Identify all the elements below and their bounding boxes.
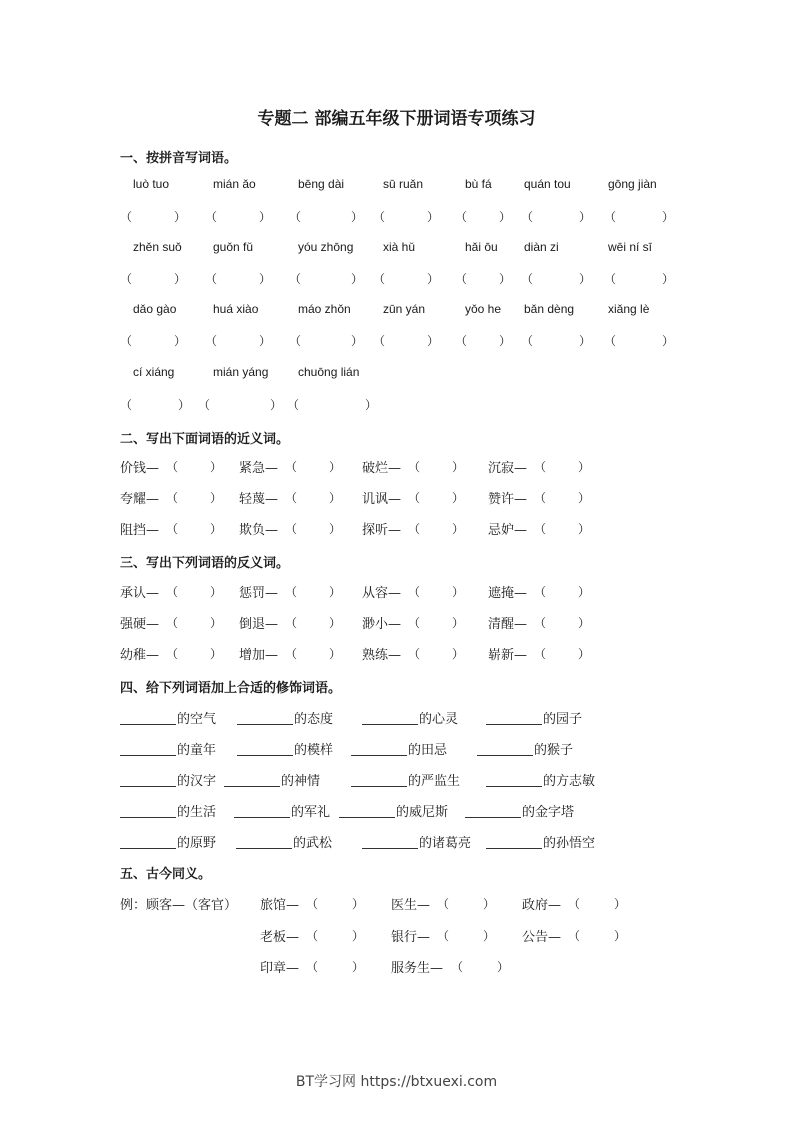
close-paren: ）	[662, 272, 675, 286]
answer-blank[interactable]	[408, 489, 464, 505]
open-paren: （	[166, 647, 179, 661]
prompt-word: 夸耀—	[120, 492, 160, 507]
target-word: 的方志敏	[543, 774, 596, 789]
open-paren: （	[455, 272, 468, 286]
target-word: 的军礼	[291, 805, 331, 820]
target-word: 的神情	[281, 774, 321, 789]
pinyin-word: zhěn suǒ	[133, 240, 182, 254]
modifier-item	[465, 801, 574, 820]
answer-blank[interactable]	[306, 927, 364, 943]
prompt-word: 忌妒—	[488, 523, 528, 538]
close-paren: ）	[427, 334, 440, 348]
modifier-item	[362, 832, 471, 851]
answer-blank[interactable]	[205, 270, 271, 286]
page-title: 专题二 部编五年级下册词语专项练习	[257, 109, 536, 129]
close-paren: ）	[329, 522, 342, 536]
pinyin-word: gōng jiàn	[608, 177, 657, 191]
fill-in-line[interactable]	[120, 741, 176, 756]
answer-blank[interactable]	[306, 958, 364, 974]
answer-blank[interactable]	[198, 396, 282, 412]
close-paren: ）	[452, 491, 465, 505]
answer-blank[interactable]	[534, 645, 590, 661]
open-paren: （	[373, 334, 386, 348]
prompt-word: 公告—	[522, 930, 562, 945]
close-paren: ）	[351, 272, 364, 286]
fill-in-line[interactable]	[486, 710, 542, 725]
answer-blank[interactable]	[437, 895, 495, 911]
target-word: 的孙悟空	[543, 836, 596, 851]
pinyin-word: dǎo gào	[133, 302, 177, 316]
close-paren: ）	[329, 585, 342, 599]
open-paren: （	[568, 929, 581, 943]
answer-blank[interactable]	[166, 645, 222, 661]
answer-blank[interactable]	[408, 520, 464, 536]
open-paren: （	[166, 491, 179, 505]
open-paren: （	[521, 334, 534, 348]
open-paren: （	[534, 522, 547, 536]
prompt-word: 讥讽—	[362, 492, 402, 507]
target-word: 的原野	[177, 836, 217, 851]
prompt-word: 幼稚—	[120, 648, 160, 663]
open-paren: （	[604, 334, 617, 348]
close-paren: ）	[578, 522, 591, 536]
open-paren: （	[166, 522, 179, 536]
answer-blank[interactable]	[306, 895, 364, 911]
answer-blank[interactable]	[373, 270, 439, 286]
fill-in-line[interactable]	[120, 803, 176, 818]
open-paren: （	[521, 272, 534, 286]
pinyin-word: bǎn dèng	[524, 302, 575, 316]
pinyin-word: zūn yán	[383, 302, 426, 316]
open-paren: （	[205, 272, 218, 286]
prompt-word: 熟练—	[362, 648, 402, 663]
pinyin-word: mián yáng	[213, 365, 269, 379]
target-word: 的田忌	[408, 743, 448, 758]
open-paren: （	[534, 491, 547, 505]
modifier-item	[120, 832, 216, 851]
fill-in-line[interactable]	[351, 772, 407, 787]
prompt-word: 欺负—	[239, 523, 279, 538]
open-paren: （	[306, 960, 319, 974]
close-paren: ）	[579, 334, 592, 348]
prompt-word: 承认—	[120, 586, 160, 601]
close-paren: ）	[329, 647, 342, 661]
open-paren: （	[534, 647, 547, 661]
modifier-item	[486, 832, 595, 851]
answer-blank[interactable]	[289, 332, 363, 348]
prompt-word: 价钱—	[120, 461, 160, 476]
prompt-word: 增加—	[239, 648, 279, 663]
answer-blank[interactable]	[166, 458, 222, 474]
close-paren: ）	[259, 334, 272, 348]
pinyin-word: yǒo he	[465, 302, 502, 316]
target-word: 的态度	[294, 712, 334, 727]
close-paren: ）	[174, 272, 187, 286]
answer-blank[interactable]	[408, 645, 464, 661]
modifier-item	[120, 801, 216, 820]
answer-blank[interactable]	[568, 927, 626, 943]
close-paren: ）	[452, 647, 465, 661]
pinyin-word: luò tuo	[133, 177, 170, 191]
fill-in-line[interactable]	[339, 803, 395, 818]
close-paren: ）	[427, 272, 440, 286]
target-word: 的武松	[293, 836, 333, 851]
pinyin-word: bù fá	[465, 177, 492, 191]
prompt-word: 渺小—	[362, 617, 402, 632]
pinyin-word: yóu zhōng	[298, 240, 354, 254]
close-paren: ）	[614, 897, 627, 911]
prompt-word: 破烂—	[362, 461, 402, 476]
answer-blank[interactable]	[408, 614, 464, 630]
fill-in-line[interactable]	[362, 710, 418, 725]
close-paren: ）	[452, 460, 465, 474]
pinyin-word: xià hǔ	[383, 240, 416, 254]
close-paren: ）	[483, 929, 496, 943]
open-paren: （	[285, 616, 298, 630]
answer-blank[interactable]	[287, 396, 377, 412]
fill-in-line[interactable]	[237, 741, 293, 756]
prompt-word: 轻蔑—	[239, 492, 279, 507]
fill-in-line[interactable]	[351, 741, 407, 756]
close-paren: ）	[210, 647, 223, 661]
open-paren: （	[534, 585, 547, 599]
prompt-word: 探听—	[362, 523, 402, 538]
answer-blank[interactable]	[120, 332, 186, 348]
open-paren: （	[408, 522, 421, 536]
answer-blank[interactable]	[408, 583, 464, 599]
answer-blank[interactable]	[205, 208, 271, 224]
answer-blank[interactable]	[166, 614, 222, 630]
prompt-word: 老板—	[260, 930, 300, 945]
pinyin-word: xiǎng lè	[608, 302, 650, 316]
footer-watermark: BT学习网 https://btxuexi.com	[295, 1074, 498, 1090]
modifier-item	[486, 770, 595, 789]
modifier-item	[351, 770, 460, 789]
target-word: 的生活	[177, 805, 217, 820]
answer-blank[interactable]	[285, 614, 341, 630]
section-5-heading: 五、古今同义。	[120, 867, 212, 882]
answer-blank[interactable]	[604, 270, 674, 286]
open-paren: （	[408, 585, 421, 599]
close-paren: ）	[210, 522, 223, 536]
prompt-word: 遮掩—	[488, 586, 528, 601]
fill-in-line[interactable]	[237, 710, 293, 725]
fill-in-line[interactable]	[465, 803, 521, 818]
open-paren: （	[568, 897, 581, 911]
prompt-word: 崭新—	[488, 648, 528, 663]
prompt-word: 医生—	[391, 898, 431, 913]
answer-blank[interactable]	[534, 614, 590, 630]
modifier-item	[120, 739, 216, 758]
section-4-heading: 四、给下列词语加上合适的修饰词语。	[120, 681, 342, 696]
target-word: 的金字塔	[522, 805, 575, 820]
pinyin-word: sū ruǎn	[383, 177, 424, 191]
open-paren: （	[437, 929, 450, 943]
answer-blank[interactable]	[521, 270, 591, 286]
close-paren: ）	[329, 491, 342, 505]
pinyin-word: cí xiáng	[133, 365, 175, 379]
open-paren: （	[166, 616, 179, 630]
open-paren: （	[455, 334, 468, 348]
answer-blank[interactable]	[285, 583, 341, 599]
target-word: 的诸葛亮	[419, 836, 472, 851]
prompt-word: 旅馆—	[260, 898, 300, 913]
close-paren: ）	[662, 210, 675, 224]
close-paren: ）	[210, 460, 223, 474]
modifier-item	[224, 770, 320, 789]
answer-blank[interactable]	[604, 208, 674, 224]
open-paren: （	[285, 522, 298, 536]
open-paren: （	[289, 334, 302, 348]
prompt-word: 从容—	[362, 586, 402, 601]
close-paren: ）	[351, 210, 364, 224]
target-word: 的园子	[543, 712, 583, 727]
close-paren: ）	[352, 929, 365, 943]
answer-blank[interactable]	[166, 520, 222, 536]
close-paren: ）	[578, 647, 591, 661]
open-paren: （	[306, 929, 319, 943]
answer-blank[interactable]	[373, 332, 439, 348]
target-word: 的严监生	[408, 774, 461, 789]
section-3-heading: 三、写出下列词语的反义词。	[120, 556, 290, 571]
answer-blank[interactable]	[437, 927, 495, 943]
open-paren: （	[120, 272, 133, 286]
fill-in-line[interactable]	[486, 772, 542, 787]
open-paren: （	[285, 460, 298, 474]
pinyin-word: máo zhǒn	[298, 302, 351, 316]
modifier-item	[120, 770, 216, 789]
answer-blank[interactable]	[604, 332, 674, 348]
prompt-word: 阻挡—	[120, 523, 160, 538]
answer-blank[interactable]	[534, 458, 590, 474]
close-paren: ）	[329, 616, 342, 630]
close-paren: ）	[499, 210, 512, 224]
fill-in-line[interactable]	[362, 834, 418, 849]
modifier-item	[362, 708, 458, 727]
pinyin-word: hǎi ōu	[465, 240, 498, 254]
close-paren: ）	[210, 585, 223, 599]
answer-blank[interactable]	[285, 458, 341, 474]
fill-in-line[interactable]	[224, 772, 280, 787]
open-paren: （	[285, 491, 298, 505]
open-paren: （	[521, 210, 534, 224]
target-word: 的空气	[177, 712, 217, 727]
prompt-word: 赞许—	[488, 492, 528, 507]
fill-in-line[interactable]	[486, 834, 542, 849]
answer-blank[interactable]	[408, 458, 464, 474]
close-paren: ）	[452, 522, 465, 536]
answer-blank[interactable]	[285, 489, 341, 505]
open-paren: （	[289, 210, 302, 224]
answer-blank[interactable]	[166, 489, 222, 505]
answer-blank[interactable]	[120, 208, 186, 224]
close-paren: ）	[427, 210, 440, 224]
fill-in-line[interactable]	[477, 741, 533, 756]
close-paren: ）	[614, 929, 627, 943]
pinyin-word: chuōng lián	[298, 365, 360, 379]
modifier-item	[120, 708, 216, 727]
open-paren: （	[289, 272, 302, 286]
open-paren: （	[604, 210, 617, 224]
open-paren: （	[205, 334, 218, 348]
close-paren: ）	[578, 616, 591, 630]
prompt-word: 强硬—	[120, 617, 160, 632]
open-paren: （	[285, 585, 298, 599]
modifier-item	[477, 739, 573, 758]
example-label: 例：	[120, 898, 147, 913]
answer-blank[interactable]	[455, 208, 511, 224]
open-paren: （	[373, 210, 386, 224]
answer-blank[interactable]	[373, 208, 439, 224]
open-paren: （	[451, 960, 464, 974]
fill-in-line[interactable]	[120, 710, 176, 725]
close-paren: ）	[352, 960, 365, 974]
section-1-heading: 一、按拼音写词语。	[120, 151, 238, 166]
close-paren: ）	[365, 398, 378, 412]
open-paren: （	[534, 616, 547, 630]
prompt-word: 倒退—	[239, 617, 279, 632]
prompt-word: 紧急—	[239, 461, 279, 476]
answer-blank[interactable]	[455, 270, 511, 286]
open-paren: （	[120, 334, 133, 348]
close-paren: ）	[578, 585, 591, 599]
close-paren: ）	[351, 334, 364, 348]
close-paren: ）	[210, 491, 223, 505]
answer-blank[interactable]	[120, 270, 186, 286]
open-paren: （	[408, 491, 421, 505]
close-paren: ）	[579, 210, 592, 224]
answer-blank[interactable]	[451, 958, 509, 974]
answer-blank[interactable]	[289, 270, 363, 286]
open-paren: （	[408, 460, 421, 474]
target-word: 的威尼斯	[396, 805, 449, 820]
close-paren: ）	[210, 616, 223, 630]
target-word: 的童年	[177, 743, 217, 758]
close-paren: ）	[270, 398, 283, 412]
answer-blank[interactable]	[521, 332, 591, 348]
prompt-word: 银行—	[391, 930, 431, 945]
prompt-word: 服务生—	[391, 961, 444, 976]
pinyin-word: guǒn fǔ	[213, 240, 254, 254]
open-paren: （	[534, 460, 547, 474]
pinyin-word: wēi ní sī	[608, 240, 653, 254]
close-paren: ）	[578, 460, 591, 474]
close-paren: ）	[499, 272, 512, 286]
pinyin-word: huá xiào	[213, 302, 259, 316]
open-paren: （	[604, 272, 617, 286]
answer-blank[interactable]	[285, 520, 341, 536]
answer-blank[interactable]	[534, 520, 590, 536]
example-text: 顾客—（客官）	[146, 898, 238, 913]
open-paren: （	[285, 647, 298, 661]
answer-blank[interactable]	[521, 208, 591, 224]
open-paren: （	[455, 210, 468, 224]
fill-in-line[interactable]	[120, 772, 176, 787]
fill-in-line[interactable]	[236, 834, 292, 849]
prompt-word: 沉寂—	[488, 461, 528, 476]
open-paren: （	[408, 616, 421, 630]
fill-in-line[interactable]	[120, 834, 176, 849]
modifier-item	[351, 739, 447, 758]
close-paren: ）	[452, 616, 465, 630]
open-paren: （	[437, 897, 450, 911]
modifier-item	[237, 708, 333, 727]
answer-blank[interactable]	[289, 208, 363, 224]
close-paren: ）	[579, 272, 592, 286]
prompt-word: 清醒—	[488, 617, 528, 632]
answer-blank[interactable]	[534, 489, 590, 505]
prompt-word: 印章—	[260, 961, 300, 976]
pinyin-word: mián ǎo	[213, 177, 256, 191]
prompt-word: 政府—	[522, 898, 562, 913]
open-paren: （	[205, 210, 218, 224]
close-paren: ）	[578, 491, 591, 505]
pinyin-word: diàn zi	[524, 240, 559, 254]
open-paren: （	[408, 647, 421, 661]
open-paren: （	[373, 272, 386, 286]
modifier-item	[486, 708, 582, 727]
target-word: 的汉字	[177, 774, 217, 789]
modifier-item	[234, 801, 330, 820]
open-paren: （	[120, 398, 133, 412]
pinyin-word: quán tou	[524, 177, 571, 191]
answer-blank[interactable]	[534, 583, 590, 599]
answer-blank[interactable]	[455, 332, 511, 348]
open-paren: （	[166, 585, 179, 599]
close-paren: ）	[483, 897, 496, 911]
close-paren: ）	[329, 460, 342, 474]
open-paren: （	[198, 398, 211, 412]
close-paren: ）	[174, 210, 187, 224]
section-2-heading: 二、写出下面词语的近义词。	[120, 432, 290, 447]
open-paren: （	[306, 897, 319, 911]
answer-blank[interactable]	[285, 645, 341, 661]
answer-blank[interactable]	[205, 332, 271, 348]
modifier-item	[237, 739, 333, 758]
close-paren: ）	[452, 585, 465, 599]
close-paren: ）	[259, 272, 272, 286]
answer-blank[interactable]	[166, 583, 222, 599]
pinyin-word: bēng dài	[298, 177, 345, 191]
target-word: 的模样	[294, 743, 334, 758]
target-word: 的心灵	[419, 712, 459, 727]
close-paren: ）	[352, 897, 365, 911]
close-paren: ）	[662, 334, 675, 348]
close-paren: ）	[178, 398, 191, 412]
close-paren: ）	[259, 210, 272, 224]
prompt-word: 惩罚—	[239, 586, 279, 601]
answer-blank[interactable]	[120, 396, 190, 412]
open-paren: （	[120, 210, 133, 224]
fill-in-line[interactable]	[234, 803, 290, 818]
close-paren: ）	[497, 960, 510, 974]
open-paren: （	[287, 398, 300, 412]
close-paren: ）	[174, 334, 187, 348]
target-word: 的猴子	[534, 743, 574, 758]
modifier-item	[236, 832, 332, 851]
close-paren: ）	[499, 334, 512, 348]
modifier-item	[339, 801, 448, 820]
answer-blank[interactable]	[568, 895, 626, 911]
open-paren: （	[166, 460, 179, 474]
